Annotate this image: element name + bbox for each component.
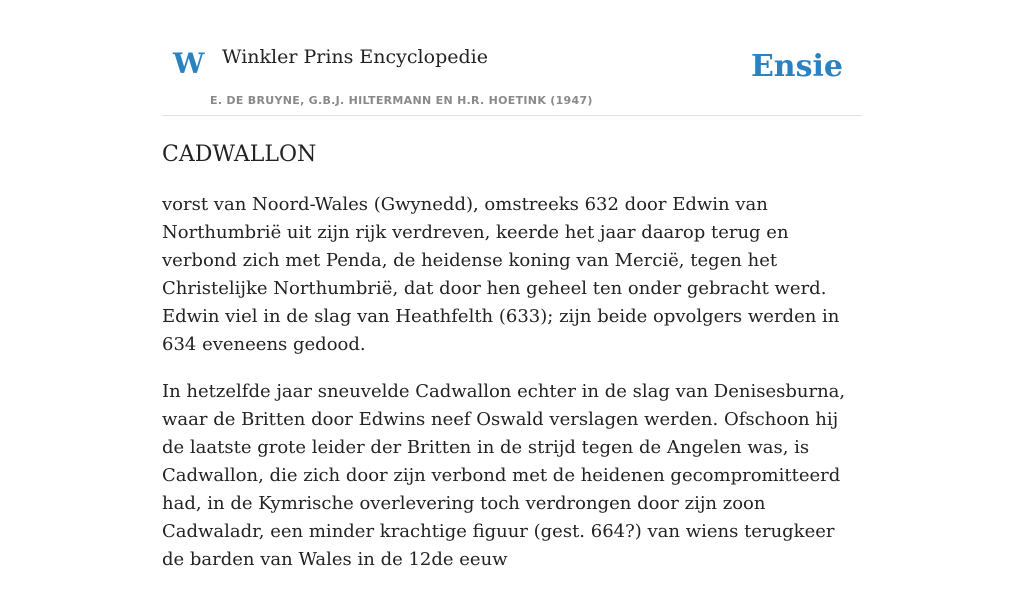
ensie-logo-link[interactable]: Ensie (750, 49, 843, 84)
source-authors: E. DE BRUYNE, G.B.J. HILTERMANN EN H.R. HOETINK (1947) (210, 94, 593, 107)
entry-title: CADWALLON (162, 142, 317, 167)
entry-paragraph: vorst van Noord-Wales (Gwynedd), omstreeks 632 door Edwin van Northumbrië uit zijn rijk verdreven, keerde het jaar daarop terug en verbond zich met Penda, de heidense koning van Mercië, tegen het Christelijke Northumbrië, dat door hen geheel ten onder gebracht werd. Edwin viel in de slag van Heathfelth (633); zijn beide opvolgers werden in 634 eveneens gedood. (162, 194, 840, 356)
source-logo-link[interactable]: W (173, 47, 205, 80)
article-container (162, 0, 862, 593)
source-title[interactable]: Winkler Prins Encyclopedie (222, 46, 488, 68)
source-header (162, 0, 862, 116)
entry-body (162, 191, 862, 574)
entry-paragraph: In hetzelfde jaar sneuvelde Cadwallon echter in de slag van Denisesburna, waar de Britten door Edwins neef Oswald verslagen werden. Ofschoon hij de laatste grote leider der Britten in de strijd tegen de Angelen was, is Cadwallon, die zich door zijn verbond met de heidenen gecompromitteerd had, in de Kymrische overlevering toch verdrongen door zijn zoon Cadwaladr, een minder krachtige figuur (gest. 664?) van wiens terugkeer de barden van Wales in de 12de eeuw (162, 381, 846, 571)
